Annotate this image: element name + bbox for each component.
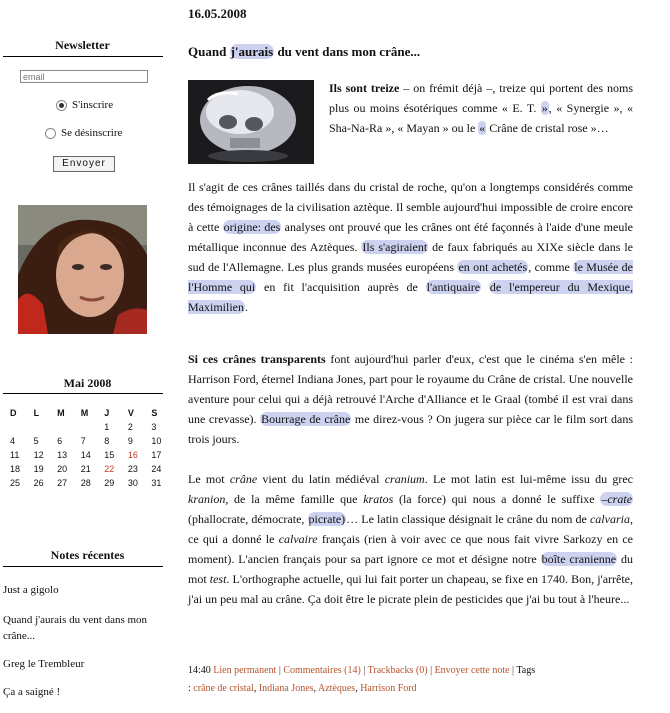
para-text: , ce qui a donné le [188,512,633,546]
calendar-day-header: S [151,408,158,418]
permalink-link[interactable]: Lien permanent [213,665,277,676]
calendar-week-row [3,476,168,490]
comments-link[interactable]: Commentaires (14) [283,665,361,676]
tag-link[interactable]: Indiana Jones [258,683,314,694]
subscribe-option[interactable] [56,99,113,111]
para-text: Il s'agit de ces crânes taillés dans du cristal de roche, qu'on a longtemps considérés comme des témoignages de la civilisation aztèque. Il semble aujourd'hui impossible de croire encore à cette [188,180,633,234]
post-footer: 14:40 Lien permanent | Commentaires (14) | Trackbacks (0) | Envoyer cette note | Tags : crâne de cristal, Indiana Jones, Aztèques, Harrison Ford [188,665,536,694]
highlighted-word: Ils s'agiraient [362,240,428,254]
calendar-day: 31 [151,478,162,488]
calendar-day [74,420,98,434]
subscribe-radio[interactable] [56,100,67,111]
highlighted-word: picrate) [308,512,346,526]
recent-note-link[interactable]: Quand j'aurais du vent dans mon crâne... [3,614,148,642]
calendar-day: 14 [80,450,91,460]
calendar-day: 30 [127,478,138,488]
calendar-week-row [3,462,168,476]
calendar-day-header: J [104,408,110,418]
calendar-day: 9 [127,436,133,446]
calendar-day: 8 [104,436,110,446]
para-text: du mot [188,552,634,586]
calendar-day: 13 [57,450,68,460]
para-text: me direz-vous ? On jugera sur pièce car le film sort dans trois jours. [188,412,633,446]
calendar-day [50,420,74,434]
para-italic: calvaria [589,512,630,526]
calendar-day: 21 [80,464,91,474]
tag-link[interactable]: crâne de cristal [193,683,254,694]
recent-note-link[interactable]: Just a gigolo [3,584,59,596]
para-text: en fit l'acquisition auprès de [256,280,426,294]
calendar-day: 26 [33,478,44,488]
intro-bold: Ils sont treize [329,81,400,95]
para-text: , de la même famille que [225,492,364,506]
calendar-day: 6 [57,436,63,446]
para-text: vient du latin médiéval [257,472,385,486]
recent-note-link[interactable]: Ça a saigné ! [3,686,61,698]
calendar-day-header: D [10,408,17,418]
calendar-week-row [3,434,168,448]
send-button[interactable]: Envoyer [53,156,115,172]
calendar-day: 1 [104,422,110,432]
calendar-day: 22 [104,464,115,474]
para-text: . L'orthographe actuelle, qui lui fait porter un chapeau, se fixe en 1740. Bon, j'arrête, j'ai un peu mal au crâne. Ça doit être le picrate plein de pesticides que j'ai bu tout à l'heure... [188,572,633,606]
newsletter-title: Newsletter [55,38,110,52]
para-italic: kranion [188,492,226,506]
post-date: 16.05.2008 [188,6,247,21]
calendar-day: 11 [10,450,20,460]
highlighted-word: le Musée de l'Homme qui [188,260,633,294]
para-text: , comme [528,260,574,274]
post-time: 14:40 [188,665,211,676]
calendar-day: 27 [57,478,68,488]
separator: | [278,665,281,676]
para-text: Le mot [188,472,230,486]
para-text: . [245,300,248,314]
crystal-skull-image [188,80,314,164]
newsletter-divider [3,56,163,57]
trackbacks-link[interactable]: Trackbacks (0) [367,665,428,676]
calendar-day [3,420,27,434]
para-text [481,280,489,294]
recent-note-link[interactable]: Greg le Trembleur [3,658,85,670]
highlighted-word: j'aurais [230,44,274,59]
highlighted-word: origine: des [223,220,281,234]
calendar-day: 24 [151,464,162,474]
para-text: … Le latin classique désignait le crâne du nom de [346,512,590,526]
para-text: (la force) qui nous a donné le suffixe [393,492,601,506]
title-text: Quand [188,44,230,59]
calendar-day: 2 [127,422,133,432]
calendar-day: 7 [80,436,86,446]
calendar-day: 4 [10,436,16,446]
separator: | [512,665,515,676]
intro-text: , « Synergie », « Sha-Na-Ra », « Mayan » ou le [329,101,633,135]
post-title [188,44,420,60]
tags-colon: : [188,683,191,694]
para-text: font aujourd'hui parler d'eux, c'est que le cinéma s'en mêle : Harrison Ford, éternel Indiana Jones, part pour le royaume du Crâne de cristal. Une nouvelle aventure pour celui qui a déjà retrouvé l'Arche d'Alliance et le Graal (tombé il est vrai dans une crevasse). [188,352,633,426]
tags-label: Tags [516,665,536,676]
recent-notes-divider [3,566,163,567]
post-intro [329,78,633,138]
highlighted-word: en ont achetés [458,260,528,274]
highlighted-word: Bourrage de crâne [261,412,351,426]
calendar-day-header: L [33,408,40,418]
tag-link[interactable]: Harrison Ford [360,683,417,694]
calendar-day: 18 [10,464,21,474]
para-text: de faux fabriqués au XIXe siècle dans le sud de l'Allemagne. Les plus grands musées européens [188,240,633,274]
calendar-day-header: V [127,408,134,418]
unsubscribe-option[interactable] [45,127,122,139]
calendar-day-header: M [57,408,65,418]
unsubscribe-radio[interactable] [45,128,56,139]
para-text: (phallocrate, démocrate, [188,512,308,526]
calendar-day: 19 [33,464,44,474]
unsubscribe-label: Se désinscrire [61,127,123,139]
title-text: du vent dans mon crâne... [274,44,421,59]
separator: | [430,665,433,676]
post-paragraph-2 [188,349,633,449]
calendar-day: 17 [151,450,162,460]
highlighted-word: » [541,101,548,115]
calendar-week-row [3,448,168,462]
calendar-day: 16 [127,450,138,460]
calendar-day [27,420,51,434]
post-paragraph-3 [188,469,633,609]
calendar-day: 10 [151,436,162,446]
para-italic: kratos [363,492,394,506]
calendar-day: 20 [57,464,68,474]
calendar-day: 3 [151,422,157,432]
tag-link[interactable]: Aztèques [317,683,356,694]
email-input[interactable] [20,70,148,83]
separator: | [363,665,366,676]
author-photo [18,205,147,334]
calendar-day: 23 [127,464,138,474]
para-text: . Le mot latin est lui-même issu du grec [424,472,633,486]
calendar-header-row [3,406,168,420]
highlighted-word: de l'empereur du Mexique, Maximilien [188,280,633,314]
calendar-day: 15 [104,450,115,460]
calendar-day: 29 [104,478,115,488]
para-bold: Si ces crânes transparents [188,352,326,366]
calendar-day: 25 [10,478,21,488]
highlighted-word: –crate [601,492,633,506]
intro-text: Crâne de cristal rose »… [486,121,609,135]
calendar-week-row [3,420,168,434]
highlighted-word: boîte cranienne [541,552,617,566]
send-note-link[interactable]: Envoyer cette note [434,665,510,676]
para-text: français (rien à voir avec ce que nous fait vivre Sarkozy en ce moment). L'ancien français pour sa part ignore ce mot et désigne notre [188,532,633,566]
recent-notes-title: Notes récentes [50,548,125,562]
calendar-title: Mai 2008 [63,376,112,390]
post-paragraph-1 [188,177,633,317]
calendar-day: 12 [33,450,44,460]
para-italic: test [209,572,227,586]
highlighted-word: l'antiquaire [426,280,481,294]
para-italic: calvaire [278,532,318,546]
para-italic: crâne [229,472,258,486]
para-italic: cranium [384,472,425,486]
intro-text: – on frémit déjà –, treize qui portent des noms plus ou moins ésotériques comme « E. T. [329,81,633,115]
highlighted-word: « [479,121,486,135]
calendar-day: 5 [33,436,39,446]
calendar-divider [3,393,163,394]
calendar-day: 28 [80,478,91,488]
calendar [3,406,168,490]
calendar-day-header: M [80,408,89,418]
para-text: analyses ont prouvé que les crânes ont été façonnés à l'aide d'une meule métallique inconnue des Aztèques. [188,220,633,254]
subscribe-label: S'inscrire [72,99,114,111]
